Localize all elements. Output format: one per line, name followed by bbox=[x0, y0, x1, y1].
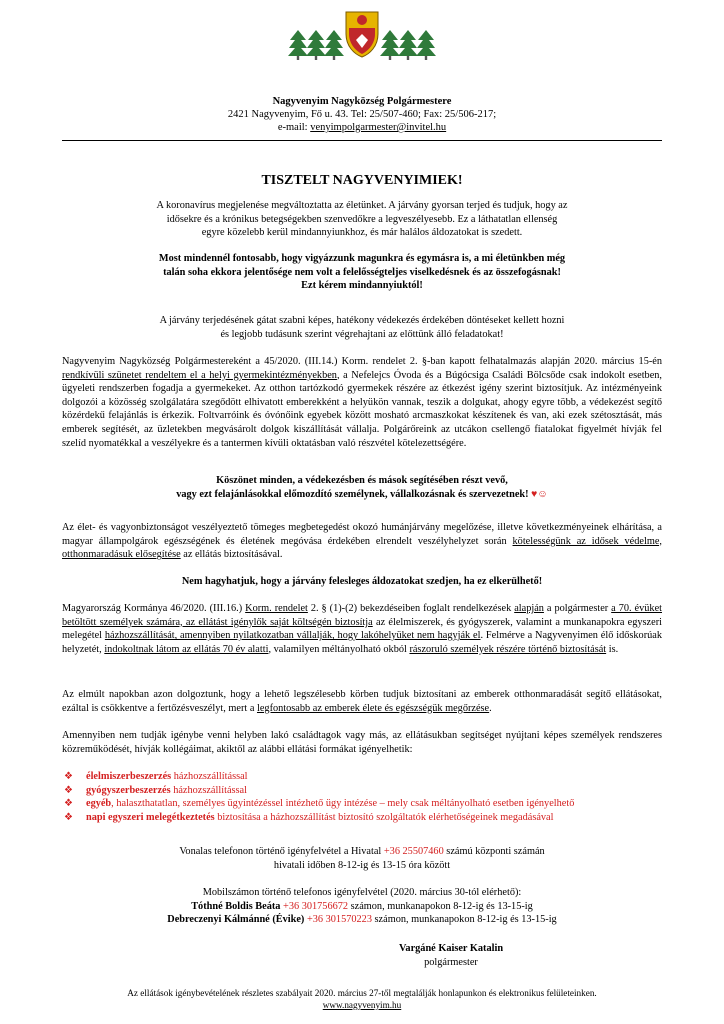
decree-underline-4: házhozszállítását, amennyiben nyilatkozatban vállalják, hogy lakóhelyüket nem hagyják el bbox=[104, 630, 481, 642]
org-address: 2421 Nagyvenyim, Fő u. 43. Tel: 25/507-460; Fax: 25/506-217; bbox=[227, 109, 497, 120]
decree-text-3: a polgármester bbox=[543, 603, 612, 614]
footer bbox=[0, 987, 724, 1011]
service-list bbox=[62, 770, 682, 824]
thanks-paragraph bbox=[62, 474, 662, 501]
header-divider bbox=[62, 140, 662, 141]
footer-note: Az ellátások igénybevételének részletes szabályait 2020. március 27-től megtalálják honlapunkon és elektronikus felületeinken. bbox=[127, 988, 597, 998]
decree-text-5: . Felmérve a Nagyvenyimen élő időskorúak helyzetét, bbox=[62, 630, 662, 655]
service-detail: házhozszállítással bbox=[171, 771, 248, 782]
decree-underline-2: alapján bbox=[514, 603, 544, 614]
signatory-name: Vargáné Kaiser Katalin bbox=[398, 943, 504, 954]
list-item bbox=[62, 770, 682, 784]
heart-smile-icon: ♥☺ bbox=[531, 488, 548, 500]
emergency-paragraph bbox=[62, 521, 662, 562]
decree-underline-1: Korm. rendelet bbox=[245, 603, 308, 614]
appeal-line-3: Ezt kérem mindannyiuktól! bbox=[301, 280, 423, 292]
services-underline-1: legfontosabb az emberek élete és egészségük megőrzése bbox=[256, 702, 490, 714]
service-detail: , halaszthatatlan, személyes ügyintézéssel intézhető ügy intézése – mely csak méltányolható esetben igényelhető bbox=[111, 798, 575, 810]
header-emblem bbox=[0, 8, 724, 60]
measures-text-1: Nagyvenyim Nagyközség Polgármestereként a 45/2020. (III.14.) Korm. rendelet 2. §-ban kapott felhatalmazás alapján 2020. március 15-én bbox=[62, 356, 662, 367]
landline-text-2: számú központi számán bbox=[443, 846, 545, 857]
diamond-bullet-icon: ❖ bbox=[64, 811, 73, 823]
measures-underline-1: rendkívüli szünetet rendeltem el a helyi gyermekintézményekben bbox=[62, 369, 337, 381]
service-name: napi egyszeri melegétkeztetés bbox=[86, 811, 215, 823]
diamond-bullet-icon: ❖ bbox=[64, 771, 73, 782]
appeal-paragraph bbox=[62, 252, 662, 293]
email-link[interactable]: venyimpolgarmester@invitel.hu bbox=[310, 122, 447, 133]
appeal-line-1: Most mindennél fontosabb, hogy vigyázzunk magunkra és egymásra is, a mi életünkben még bbox=[158, 253, 566, 264]
appeal-line-2: talán soha ekkora jelentősége nem volt a felelősségteljes viselkedésnek és az összefogásnak! bbox=[163, 266, 561, 278]
list-item bbox=[62, 797, 682, 811]
tree-row-right bbox=[380, 30, 436, 60]
landline-hours: hivatali időben 8-12-ig és 13-15 óra között bbox=[273, 859, 451, 871]
service-name: élelmiszerbeszerzés bbox=[86, 771, 172, 782]
contact-hours: számon, munkanapokon 8-12-ig és 13-15-ig bbox=[371, 914, 557, 926]
request-paragraph: Amennyiben nem tudják igénybe venni helyben lakó családtagok vagy más, az ellátásukban segítséget nyújtani képes személyek rendszeres közreműködését, hívják kollégáimat, akiktől az alábbi ellátási formákat igényelhetik: bbox=[62, 730, 662, 755]
contact-phone[interactable]: +36 301756672 bbox=[283, 900, 349, 912]
thanks-line-1: Köszönet minden, a védekezésben és mások segítésében részt vevő, bbox=[216, 475, 508, 486]
org-header bbox=[0, 95, 724, 134]
measures-paragraph bbox=[62, 355, 662, 450]
emergency-text-2: az ellátás biztosításával. bbox=[180, 549, 283, 561]
page-title: TISZTELT NAGYVENYIMIEK! bbox=[261, 173, 463, 188]
services-intro-paragraph bbox=[62, 688, 662, 715]
decree-underline-6: rászoruló személyek részére történő biztosítását bbox=[409, 643, 607, 655]
decree-underline-3: a 70. évüket betöltött személyek számára, az ellátást igénylők saját költségén biztosítja bbox=[62, 603, 662, 628]
emergency-text-1: Az élet- és vagyonbiztonságot veszélyeztető tömeges megbetegedést okozó humánjárvány megelőzése, illetve következményeinek elhárítása, a magyar állampolgárok egészségének és életének megóvása érdekében elrendelt veszélyhelyzet során bbox=[62, 522, 662, 547]
decisions-paragraph bbox=[62, 314, 662, 341]
website-link[interactable]: www.nagyvenyim.hu bbox=[322, 1000, 402, 1010]
mobile-block bbox=[62, 886, 662, 927]
contact-name: Tóthné Boldis Beáta bbox=[191, 900, 281, 912]
email-label: e-mail: bbox=[277, 122, 308, 133]
measures-text-2: , a Nefelejcs Óvoda és a Búgócsiga Családi Bölcsőde csak indokolt esetben, ügyeleti rendszerben fogadja a gyermekeket. Az otthon tartózkodó gyermekek részére az étkezést igény szerint biztosítjuk. Az intézményeink dolgozói a közösség szolgálatára szegődött elhivatott emberekként a helyükön vannak, teszik a dolgukat, ahogy egyre több, a védekezést segítő közérdekű felajánlás is érkezik. Foltvarróink és óvónőink egyebek között mosható arcmaszkokat készítenek és van, aki ezek szétosztását, más emberek segítését, az üzletekben megvásárolt dolgok kiszállítását vállalja. Polgárőreink az utcákon csellengő fiatalokat figyelmét hívják fel szelíd nyomatékkal a veszélyekre és a tantermen kívüli oktatásban való részvétel kötelezettségére. bbox=[62, 369, 662, 449]
signatory-role: polgármester bbox=[424, 956, 478, 968]
intro-line-2: idősekre és a krónikus betegségekben szenvedőkre a legveszélyesebb. Ez a láthatatlan ellenség bbox=[166, 213, 558, 225]
decree-text-1: Magyarország Kormánya 46/2020. (III.16.) bbox=[62, 603, 246, 614]
intro-line-1: A koronavírus megjelenése megváltoztatta az életünket. A járvány gyorsan terjed és tudjuk, hogy az bbox=[156, 200, 568, 211]
decree-underline-5: indokoltnak látom az ellátás 70 év alatti bbox=[104, 643, 269, 655]
list-item bbox=[62, 784, 682, 798]
service-name: gyógyszerbeszerzés bbox=[86, 784, 171, 796]
emergency-underline-1: kötelességünk az idősek védelme, otthonmaradásuk elősegítése bbox=[62, 535, 662, 561]
service-detail: házhozszállítással bbox=[170, 784, 247, 796]
victims-line: Nem hagyhatjuk, hogy a járvány felesleges áldozatokat szedjen, ha ez elkerülhető! bbox=[181, 576, 543, 587]
signature-block bbox=[0, 942, 724, 969]
decisions-line-1: A járvány terjedésének gátat szabni képes, hatékony védekezés érdekében döntéseket kellett hozni bbox=[159, 315, 565, 326]
intro-paragraph bbox=[62, 199, 662, 240]
service-detail: biztosítása a házhozszállítást biztosító szolgáltatók elérhetőségeinek megadásával bbox=[214, 811, 554, 823]
diamond-bullet-icon: ❖ bbox=[64, 798, 73, 810]
landline-block bbox=[62, 845, 662, 872]
tree-row-left bbox=[288, 30, 344, 60]
org-email-line bbox=[0, 121, 724, 134]
diamond-bullet-icon: ❖ bbox=[64, 784, 73, 796]
decree-paragraph bbox=[62, 602, 662, 656]
decree-text-2: 2. § (1)-(2) bekezdéseiben foglalt rendelkezések bbox=[307, 603, 515, 614]
contact-name: Debreczenyi Kálmánné (Évike) bbox=[167, 914, 305, 926]
decree-text-4: az élelmiszerek, és gyógyszerek, valamint a munkanapokra egyszeri melegétel bbox=[62, 616, 662, 642]
decree-text-7: is. bbox=[606, 643, 619, 655]
services-text-1: Az elmúlt napokban azon dolgoztunk, hogy a lehető legszélesebb körben tudjuk biztosítani az emberek otthonmaradását segítő ellátásokat, ezáltal is csökkentve a fertőzésveszélyt, mert a bbox=[62, 689, 662, 714]
contact-hours: számon, munkanapokon 8-12-ig és 13-15-ig bbox=[348, 900, 533, 912]
services-text-2: . bbox=[489, 702, 492, 714]
contact-phone[interactable]: +36 301570223 bbox=[306, 914, 372, 926]
thanks-line-2: vagy ezt felajánlásokkal előmozdító személynek, vállalkozásnak és szervezetnek! bbox=[176, 488, 529, 500]
intro-line-3: egyre közelebb kerül mindannyiunkhoz, és már halálos áldozatokat is szedett. bbox=[201, 227, 523, 239]
list-item bbox=[62, 811, 682, 825]
landline-text: Vonalas telefonon történő igényfelvétel a Hivatal bbox=[179, 846, 384, 857]
mobile-intro: Mobilszámon történő telefonos igényfelvétel (2020. március 30-tól elérhető): bbox=[202, 887, 522, 898]
landline-phone[interactable]: +36 25507460 bbox=[383, 846, 444, 857]
decree-text-6: , valamilyen méltányolható okból bbox=[268, 643, 410, 655]
org-name: Nagyvenyim Nagyközség Polgármestere bbox=[272, 96, 452, 107]
service-name: egyéb bbox=[86, 798, 112, 810]
decisions-line-2: és legjobb tudásunk szerint végrehajtani az előttünk álló feladatokat! bbox=[220, 328, 504, 340]
coat-of-arms-icon bbox=[346, 12, 378, 57]
